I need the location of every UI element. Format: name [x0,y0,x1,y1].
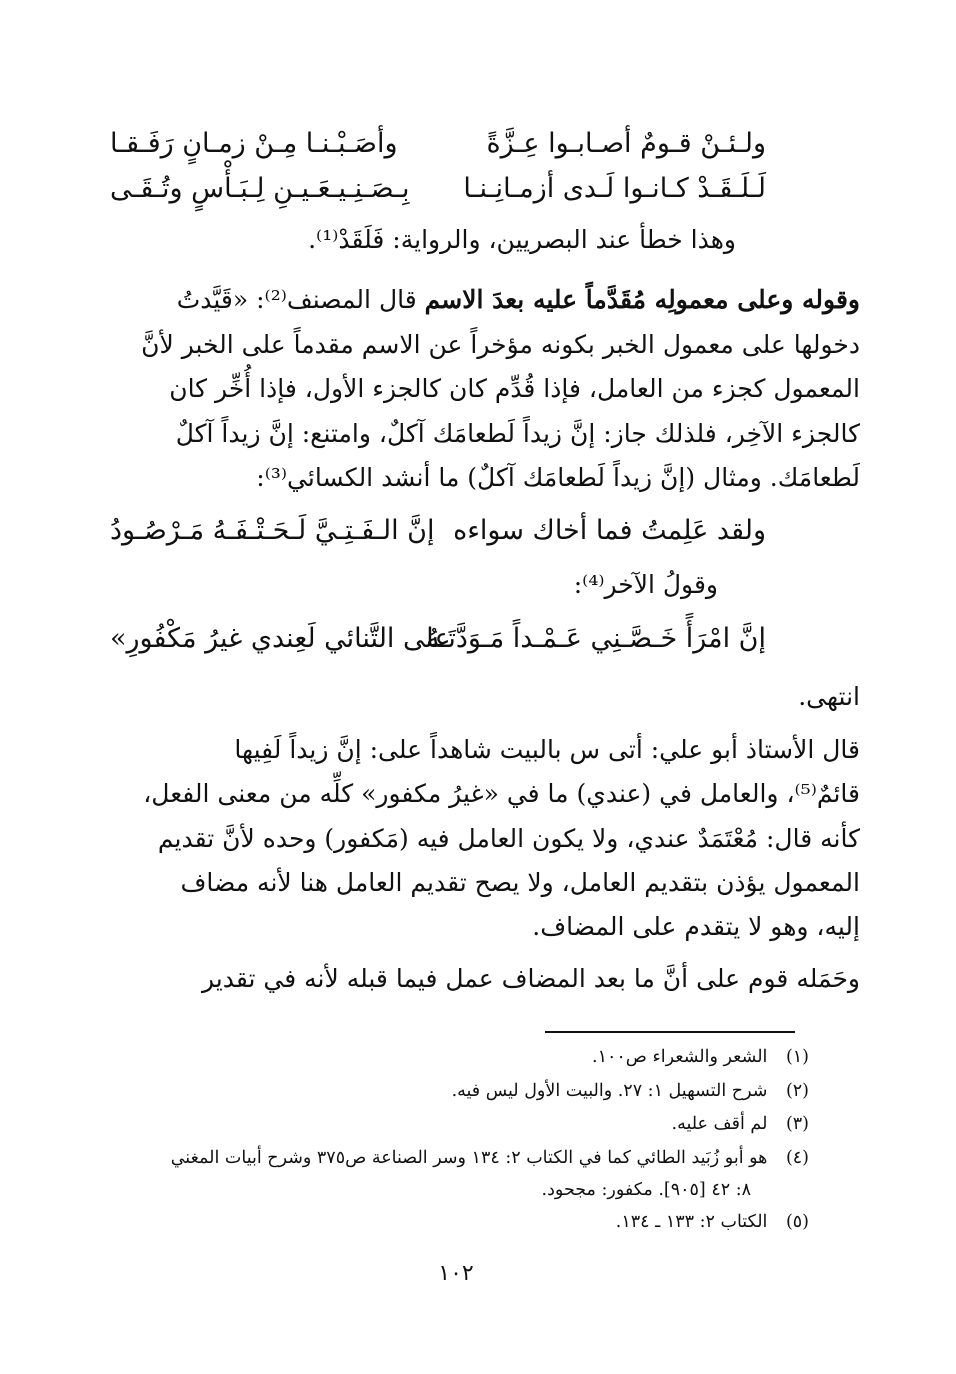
verse-hemistich: بِـصَـنِـيـعَـيـنِ لِـبَـأْسٍ وتُـقَـى [110,173,410,204]
paragraph-line: كأنه قال: مُعْتَمَدٌ عندي، ولا يكون العامل فيه (مَكفور) وحده لأنَّ تقديم [157,824,860,853]
verse-hemistich: لَـلَـقَـدْ كـانـوا لَـدى أزمـانِـنـا [463,173,766,204]
footnote-divider [545,1031,795,1033]
footnote-number: (٤) [785,1148,809,1168]
paragraph-line: إليه، وهو لا يتقدم على المضاف. [532,912,860,941]
paragraph-text: انتهى. [798,682,860,711]
footnote-item [592,1047,809,1067]
page-number: ١٠٢ [438,1261,474,1286]
footnote-text: الشعر والشعراء ص١٠٠. [592,1047,768,1067]
footnote-text: لم أقف عليه. [671,1114,768,1134]
paragraph-line: قال الأستاذ أبو علي: أتى س بالبيت شاهداً على: إنَّ زيداً لَفِيها [234,735,860,764]
verse-hemistich: إنَّ الـفَـتِـيَّ لَـحَـتْـفَـهُ مَـرْصُـودُ [110,515,435,546]
footnote-item [672,1114,810,1134]
paragraph-text: وهذا خطأ عند البصريين، والرواية: فَلَقَدْ⁽¹⁾. [308,225,736,254]
footnote-text: الكتاب ٢: ١٣٣ ـ ١٣٤. [615,1212,768,1232]
paragraph-line: لَطعامَك. ومثال (إنَّ زيداً لَطعامَك آكلٌ) ما أنشد الكسائي⁽³⁾: [256,463,860,492]
paragraph-line: المعمول كجزء من العامل، فإذا قُدِّم كان كالجزء الأول، فإذا أُخِّر كان [169,374,860,403]
paragraph-line: دخولها على معمول الخبر بكونه مؤخراً عن الاسم مقدماً على الخبر لأنَّ [141,330,860,359]
footnote-item [171,1148,809,1168]
paragraph-line [160,285,860,314]
quoted-phrase: وقوله وعلى معمولِه مُقَدَّماً عليه بعدَ الاسم [424,285,860,314]
footnote-text: هو أبو زُبَيد الطائي كما في الكتاب ٢: ١٣٤ وسر الصناعة ص٣٧٥ وشرح أبيات المغني [170,1148,768,1168]
footnote-number: (٢) [785,1081,809,1101]
footnote-number: (٣) [785,1114,809,1134]
verse-hemistich: ولقد عَلِمتُ فما أخاك سواءه [453,515,766,546]
verse-hemistich: وأصَـبْـنـا مِـنْ زمـانٍ رَفَـقـا [110,128,398,159]
paragraph-text: وقولُ الآخر⁽⁴⁾: [573,570,718,599]
footnote-text: شرح التسهيل ١: ٢٧. والبيت الأول ليس فيه. [451,1081,768,1101]
paragraph-line: قائمٌ⁽⁵⁾، والعامل في (عندي) ما في «غيرُ مكفور» كلِّه من معنى الفعل، [143,779,860,808]
verse-hemistich: ولـئـنْ قـومٌ أصـابـوا عِـزَّةً [486,128,766,159]
verse-hemistich: إنَّ امْرَأً خَـصَّـنِي عَـمْـداً مَـوَدَّتَـهُ [425,623,766,654]
footnote-continuation: ٨: ٤٢ [٩٠٥]. مكفور: مجحود. [541,1180,751,1200]
paragraph-line: المعمول يؤذن بتقديم العامل، ولا يصح تقديم العامل هنا لأنه مضاف [180,868,860,897]
footnote-number: (١) [785,1047,809,1067]
verse-hemistich: على التَّنائي لَعِندي غيرُ مَكْفُورِ» [110,623,451,654]
footnote-item [452,1081,809,1101]
paragraph-line: كالجزء الآخِر، فلذلك جاز: إنَّ زيداً لَطعامَك آكلٌ، وامتنع: إنَّ زيداً آكلٌ [175,419,860,448]
paragraph-line: وحَمَله قوم على أنَّ ما بعد المضاف عمل فيما قبله لأنه في تقدير [201,964,860,993]
paragraph-text: قال المصنف⁽²⁾: «قَيَّدتُ [176,285,425,314]
footnote-number: (٥) [785,1212,809,1232]
footnote-item [616,1212,809,1232]
